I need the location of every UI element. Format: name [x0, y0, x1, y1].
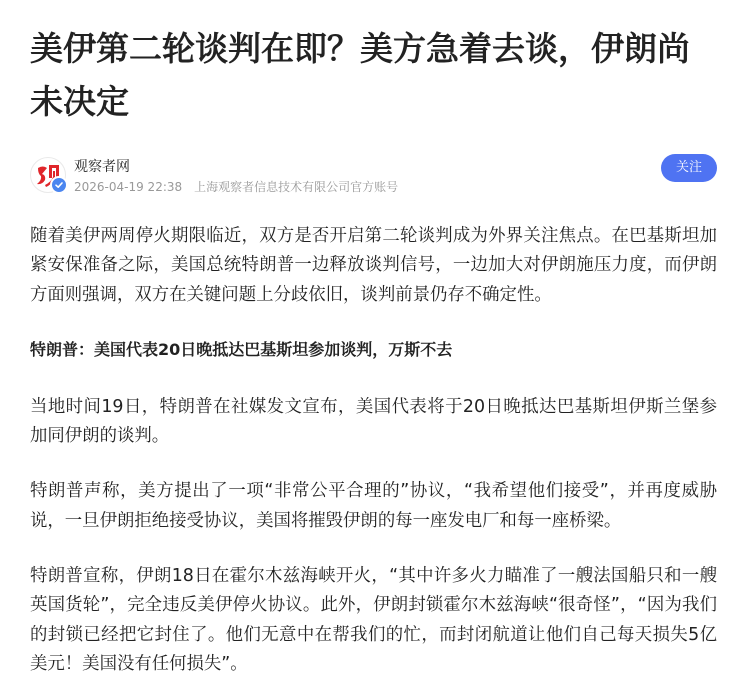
author-row [30, 157, 717, 197]
article-paragraph: 随着美伊两周停火期限临近，双方是否开启第二轮谈判成为外界关注焦点。在巴基斯坦加紧安保准备之际，美国总统特朗普一边释放谈判信号，一边加大对伊朗施压力度，而伊朗方面则强调，双方在关键问题上分歧依旧，谈判前景仍存不确定性。 [30, 226, 717, 305]
article-paragraph: 特朗普宣称，伊朗18日在霍尔木兹海峡开火，“其中许多火力瞄准了一艘法国船只和一艘英国货轮”，完全违反美伊停火协议。此外，伊朗封锁霍尔木兹海峡“很奇怪”，“因为我们的封锁已经把它封住了。他们无意中在帮我们的忙，而封闭航道让他们自己每天损失5亿美元！美国没有任何损失”。 [30, 566, 717, 674]
article-paragraph: 特朗普声称，美方提出了一项“非常公平合理的”协议，“我希望他们接受”，并再度威胁说，一旦伊朗拒绝接受协议，美国将摧毁伊朗的每一座发电厂和每一座桥梁。 [30, 481, 717, 531]
author-name[interactable]: 观察者网 [74, 159, 130, 175]
author-meta [74, 179, 398, 195]
follow-button[interactable]: 关注 [661, 154, 717, 182]
verified-check-icon [50, 176, 68, 194]
article-subheading: 特朗普：美国代表20日晚抵达巴基斯坦参加谈判，万斯不去 [30, 339, 453, 359]
article-paragraph: 当地时间19日，特朗普在社媒发文宣布，美国代表将于20日晚抵达巴基斯坦伊斯兰堡参加同伊朗的谈判。 [30, 396, 717, 447]
publish-timestamp: 2026-04-19 22:38 [74, 180, 183, 194]
avatar[interactable] [30, 157, 66, 193]
account-description: 上海观察者信息技术有限公司官方账号 [194, 180, 399, 194]
article-headline: 美伊第二轮谈判在即？美方急着去谈，伊朗尚未决定 [30, 29, 690, 121]
article-body [30, 222, 717, 679]
